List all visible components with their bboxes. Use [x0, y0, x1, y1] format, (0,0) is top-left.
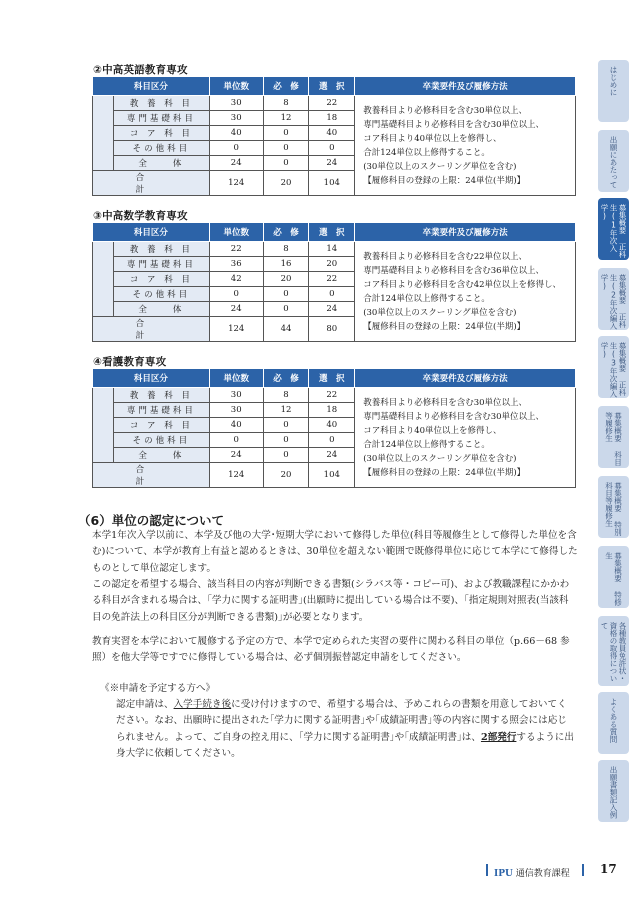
- value-cell: 0: [263, 302, 309, 317]
- category-cell: その他科目: [113, 287, 209, 302]
- requirement-line: 専門基礎科目より必修科目を含む30単位以上、: [363, 411, 545, 422]
- table-row: [93, 96, 576, 111]
- note-text-a: 認定申請は、: [116, 699, 174, 710]
- requirement-line: 教養科目より必修科目を含む22単位以上、: [363, 251, 528, 262]
- requirement-line: 専門基礎科目より必修科目を含む36単位以上、: [363, 265, 545, 276]
- total-value: 104: [309, 463, 355, 488]
- total-value: 20: [263, 171, 309, 196]
- total-label: 合 計: [93, 463, 210, 488]
- category-cell: 教 養 科 目: [113, 96, 209, 111]
- note-heading-text: 《※申請を予定する方へ》: [100, 683, 216, 694]
- value-cell: 0: [309, 287, 355, 302]
- table-row: [93, 242, 576, 257]
- requirement-line: 合計124単位以上修得すること。: [363, 293, 490, 304]
- value-cell: 8: [263, 96, 309, 111]
- side-tab[interactable]: 出願にあたって: [598, 130, 629, 192]
- side-tab[interactable]: はじめに: [598, 60, 629, 122]
- column-header: 選 択: [309, 223, 355, 242]
- table-title: ④看護教育専攻: [93, 356, 167, 368]
- column-header: 単位数: [209, 223, 263, 242]
- column-header: 必 修: [263, 77, 309, 96]
- requirements-table: [92, 222, 576, 342]
- footer-bar-right: [582, 864, 584, 876]
- value-cell: 0: [209, 287, 263, 302]
- requirements-table: [92, 368, 576, 488]
- requirement-line: (30単位以上のスクーリング単位を含む): [363, 161, 517, 172]
- category-cell: 教 養 科 目: [113, 388, 209, 403]
- value-cell: 42: [209, 272, 263, 287]
- requirement-line: 教養科目より必修科目を含む30単位以上、: [363, 397, 528, 408]
- note-body: [116, 697, 576, 763]
- footer: [494, 866, 570, 879]
- value-cell: 24: [309, 302, 355, 317]
- column-header: 科目区分: [93, 77, 210, 96]
- requirements-text: [355, 242, 576, 342]
- category-cell: その他科目: [113, 433, 209, 448]
- value-cell: 30: [209, 96, 263, 111]
- side-tab[interactable]: 募集概要 科目等履修生: [598, 406, 629, 468]
- value-cell: 36: [209, 257, 263, 272]
- side-tab[interactable]: 出願書類記入例: [598, 760, 629, 822]
- category-cell: 全 体: [113, 302, 209, 317]
- category-cell: その他科目: [113, 141, 209, 156]
- value-cell: 20: [309, 257, 355, 272]
- column-header: 選 択: [309, 369, 355, 388]
- value-cell: 18: [309, 111, 355, 126]
- total-label: 合 計: [93, 317, 210, 342]
- category-cell: 専門基礎科目: [113, 111, 209, 126]
- value-cell: 40: [209, 418, 263, 433]
- requirements-text: [355, 388, 576, 488]
- value-cell: 0: [263, 418, 309, 433]
- requirement-line: コア科目より必修科目を含む42単位以上を修得し、: [363, 279, 562, 290]
- value-cell: 0: [263, 287, 309, 302]
- category-cell: コ ア 科 目: [113, 126, 209, 141]
- value-cell: 14: [309, 242, 355, 257]
- value-cell: 8: [263, 388, 309, 403]
- footer-course: 通信教育課程: [515, 869, 570, 879]
- value-cell: 40: [209, 126, 263, 141]
- note-bold: 2部発行: [480, 731, 517, 743]
- value-cell: 30: [209, 388, 263, 403]
- category-cell: 全 体: [113, 156, 209, 171]
- category-cell: 全 体: [113, 448, 209, 463]
- value-cell: 0: [263, 126, 309, 141]
- paragraph-2: [92, 577, 578, 626]
- requirement-line: 【履修科目の登録の上限：24単位(半期)】: [363, 321, 526, 332]
- total-value: 124: [209, 317, 263, 342]
- note-text-b: に受け付けますので、希望する場合は、予めこれらの書類を用意しておいてください。なお、出願時に提出された｢学力に関する証明書｣や｢成績証明書｣等の内容に関する照会には応じられません。よって、ご自身の控え用に、｢学力に関する証明書｣や｢成績証明書｣は、: [116, 699, 567, 743]
- column-header: 必 修: [263, 223, 309, 242]
- paragraph-1-text: 本学1年次入学以前に、本学及び他の大学･短期大学において修得した単位(科目等履修生として修得した単位を含む)について、本学が教育上有益と認めるときは、30単位を超えない範囲で既修得単位に応じて本学にて修得したものとして単位認定します。: [92, 530, 578, 574]
- footer-brand: IPU: [494, 869, 513, 879]
- value-cell: 24: [209, 302, 263, 317]
- category-cell: 専門基礎科目: [113, 257, 209, 272]
- value-cell: 0: [309, 433, 355, 448]
- value-cell: 8: [263, 242, 309, 257]
- requirement-line: 専門基礎科目より必修科目を含む30単位以上、: [363, 119, 545, 130]
- paragraph-1: [92, 528, 578, 577]
- note-body-text: [116, 697, 576, 763]
- category-indent: [93, 242, 114, 317]
- section-heading: （6）単位の認定について: [78, 513, 224, 528]
- column-header: 単位数: [209, 369, 263, 388]
- column-header: 卒業要件及び履修方法: [355, 223, 576, 242]
- value-cell: 22: [209, 242, 263, 257]
- table-title: ③中高数学教育専攻: [93, 210, 188, 222]
- value-cell: 40: [309, 126, 355, 141]
- paragraph-3-text: 教育実習を本学において履修する予定の方で、本学で定められた実習の要件に関わる科目の単位（p.66－68 参照）を他大学等ですでに修得している場合は、必ず個別振替認定申請をしてください。: [92, 636, 570, 664]
- requirements-text: [355, 96, 576, 196]
- total-value: 20: [263, 463, 309, 488]
- value-cell: 0: [263, 433, 309, 448]
- side-tab[interactable]: 募集概要 正科生(3年次編入学): [598, 336, 629, 398]
- table-row: [93, 388, 576, 403]
- requirement-line: 合計124単位以上修得すること。: [363, 147, 490, 158]
- category-cell: 教 養 科 目: [113, 242, 209, 257]
- paragraph-3: [92, 634, 578, 667]
- column-header: 選 択: [309, 77, 355, 96]
- side-tab[interactable]: 募集概要 正科生(2年次編入学): [598, 268, 629, 330]
- requirement-line: (30単位以上のスクーリング単位を含む): [363, 307, 517, 318]
- total-value: 104: [309, 171, 355, 196]
- value-cell: 22: [309, 272, 355, 287]
- requirement-line: 合計124単位以上修得すること。: [363, 439, 490, 450]
- column-header: 卒業要件及び履修方法: [355, 77, 576, 96]
- requirement-line: (30単位以上のスクーリング単位を含む): [363, 453, 517, 464]
- value-cell: 16: [263, 257, 309, 272]
- footer-bar-left: [486, 864, 488, 876]
- value-cell: 0: [209, 141, 263, 156]
- value-cell: 24: [209, 448, 263, 463]
- note-text-c: するように出身大学に依頼してください。: [116, 731, 574, 760]
- requirement-line: 【履修科目の登録の上限：24単位(半期)】: [363, 175, 526, 186]
- total-value: 80: [309, 317, 355, 342]
- total-value: 124: [209, 463, 263, 488]
- value-cell: 40: [309, 418, 355, 433]
- category-cell: コ ア 科 目: [113, 272, 209, 287]
- value-cell: 0: [209, 433, 263, 448]
- value-cell: 0: [263, 141, 309, 156]
- value-cell: 18: [309, 403, 355, 418]
- category-indent: [93, 388, 114, 463]
- value-cell: 20: [263, 272, 309, 287]
- value-cell: 30: [209, 403, 263, 418]
- requirement-line: コア科目より40単位以上を修得し、: [363, 133, 502, 144]
- value-cell: 0: [263, 156, 309, 171]
- page-number: 17: [600, 862, 617, 876]
- value-cell: 24: [209, 156, 263, 171]
- column-header: 必 修: [263, 369, 309, 388]
- note-underlined: 入学手続き後: [173, 699, 232, 710]
- value-cell: 12: [263, 111, 309, 126]
- paragraph-2-text: この認定を希望する場合、該当科目の内容が判断できる書類(シラバス等・コピー可)、および教職課程にかかわる科目が含まれる場合は、｢学力に関する証明書｣(出願時に提出している場合は不要)、｢指定規則対照表(当該科目の免許法上の科目区分が判断できる書類)｣が必要となります。: [92, 579, 570, 623]
- note-heading: [100, 681, 578, 697]
- column-header: 卒業要件及び履修方法: [355, 369, 576, 388]
- value-cell: 24: [309, 448, 355, 463]
- value-cell: 24: [309, 156, 355, 171]
- side-tab[interactable]: 募集概要 正科生(1年次入学): [598, 198, 629, 260]
- side-tab[interactable]: よくある質問: [598, 692, 629, 754]
- table-title: ②中高英語教育専攻: [93, 64, 188, 76]
- column-header: 単位数: [209, 77, 263, 96]
- requirement-line: 【履修科目の登録の上限：24単位(半期)】: [363, 467, 526, 478]
- value-cell: 22: [309, 96, 355, 111]
- requirement-line: コア科目より40単位以上を修得し、: [363, 425, 502, 436]
- value-cell: 22: [309, 388, 355, 403]
- requirement-line: 教養科目より必修科目を含む30単位以上、: [363, 105, 528, 116]
- column-header: 科目区分: [93, 223, 210, 242]
- value-cell: 12: [263, 403, 309, 418]
- value-cell: 0: [263, 448, 309, 463]
- column-header: 科目区分: [93, 369, 210, 388]
- total-value: 124: [209, 171, 263, 196]
- category-cell: コ ア 科 目: [113, 418, 209, 433]
- value-cell: 30: [209, 111, 263, 126]
- total-label: 合 計: [93, 171, 210, 196]
- category-cell: 専門基礎科目: [113, 403, 209, 418]
- side-tab[interactable]: 募集概要 特修生: [598, 546, 629, 608]
- side-tab[interactable]: 各種教員免許状・資格の取得について: [598, 616, 629, 686]
- requirements-table: [92, 76, 576, 196]
- total-value: 44: [263, 317, 309, 342]
- side-tab[interactable]: 募集概要 特別科目等履修生: [598, 476, 629, 538]
- category-indent: [93, 96, 114, 171]
- value-cell: 0: [309, 141, 355, 156]
